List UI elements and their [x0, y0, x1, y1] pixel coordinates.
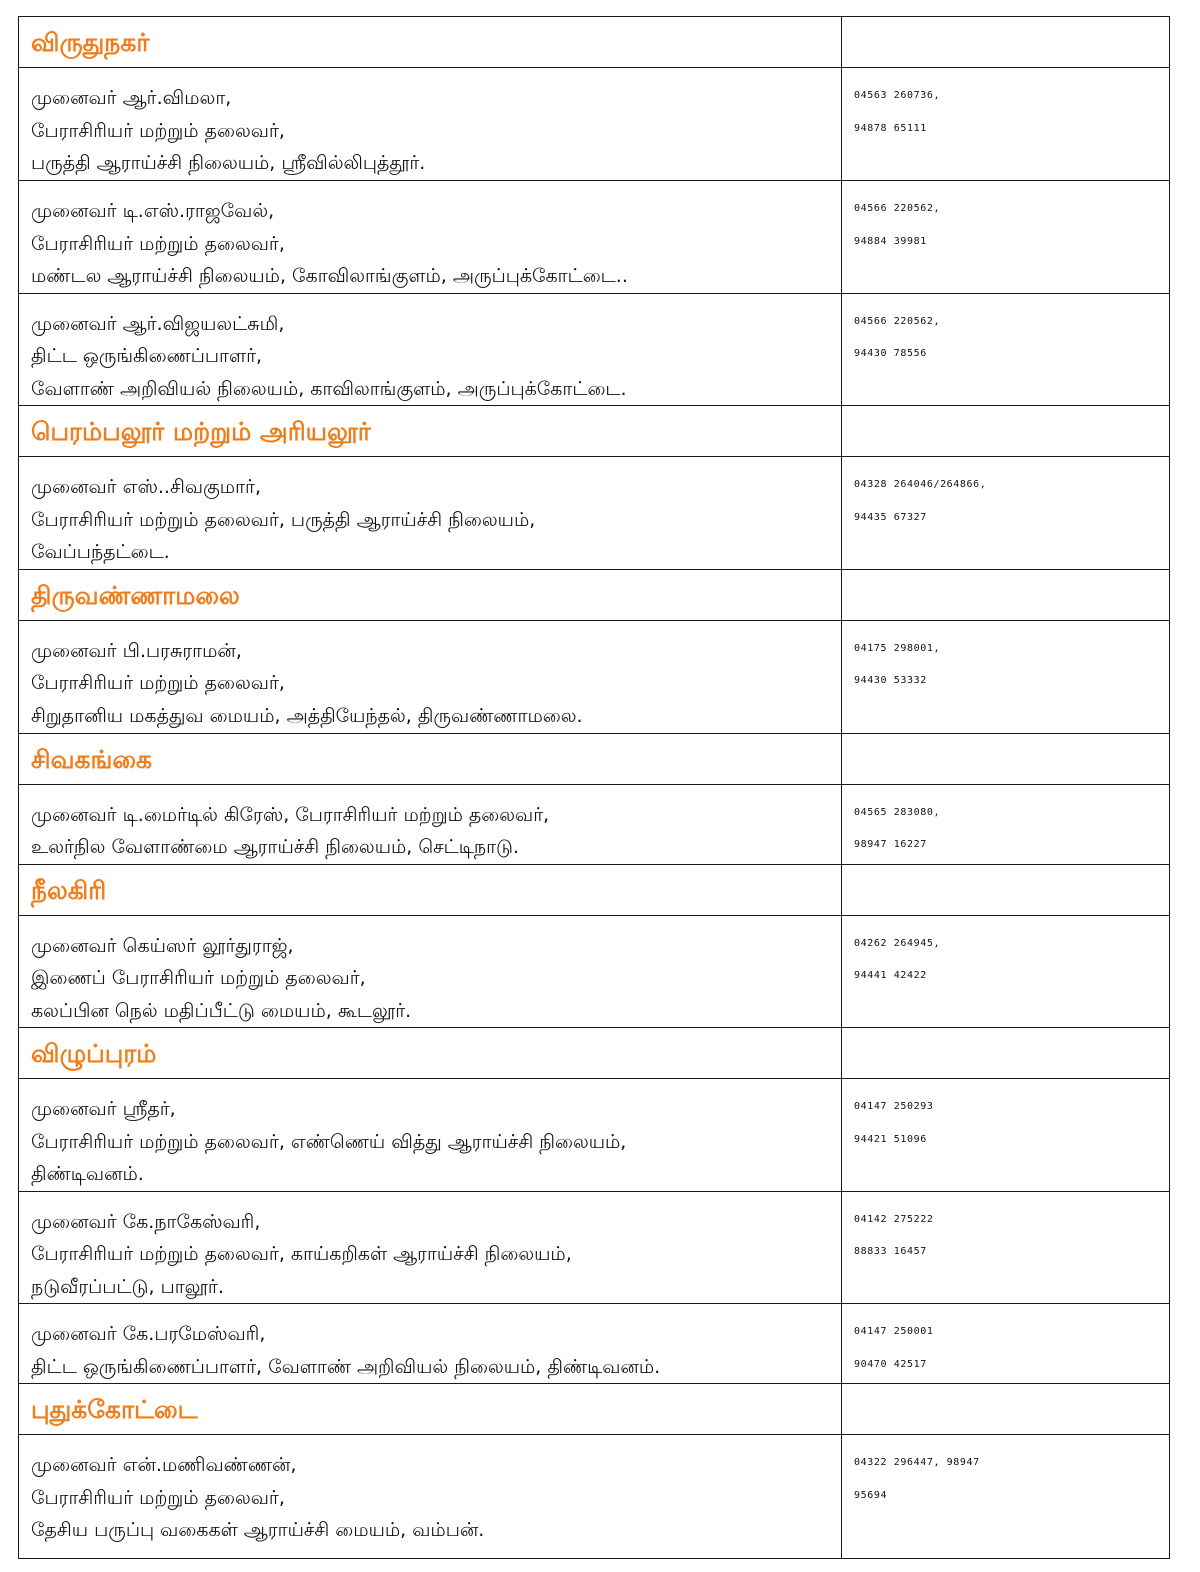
- phone-numbers: [842, 181, 1169, 258]
- section-heading-empty-cell: [842, 733, 1170, 784]
- phone-cell: [842, 293, 1170, 406]
- contact-row: [19, 457, 1170, 570]
- section-heading-row: [19, 17, 1170, 68]
- phone-cell: [842, 181, 1170, 294]
- section-heading-row: [19, 1384, 1170, 1435]
- phone-number: 94878 65111: [854, 122, 927, 134]
- contact-details-cell: [19, 1191, 842, 1304]
- section-heading-cell: [19, 1028, 842, 1079]
- contact-details-cell: [19, 1435, 842, 1559]
- contact-detail-line: பேராசிரியர் மற்றும் தலைவர்,: [31, 1486, 285, 1509]
- phone-number: 04142 275222: [854, 1213, 934, 1225]
- section-heading-cell: [19, 1384, 842, 1435]
- phone-cell: [842, 915, 1170, 1028]
- section-heading: நீலகிரி: [31, 875, 107, 905]
- contact-detail-line: கலப்பின நெல் மதிப்பீட்டு மையம், கூடலூர்.: [31, 999, 412, 1022]
- phone-number: 04147 250001: [854, 1326, 934, 1337]
- contact-row: [19, 620, 1170, 733]
- contact-details-cell: [19, 784, 842, 864]
- contact-row: [19, 784, 1170, 864]
- phone-number: 04563 260736,: [854, 90, 941, 101]
- phone-number: 94435 67327: [854, 511, 927, 523]
- contact-row: [19, 68, 1170, 181]
- contact-row: [19, 915, 1170, 1028]
- section-heading-empty-cell: [842, 406, 1170, 457]
- contact-details: [19, 1079, 841, 1191]
- contact-detail-line: தேசிய பருப்பு வகைகள் ஆராய்ச்சி மையம், வம்பன்.: [31, 1519, 485, 1541]
- section-heading: விருதுநகர்: [31, 28, 150, 57]
- contact-details: [19, 916, 841, 1028]
- contact-details-cell: [19, 181, 842, 294]
- section-heading-cell: [19, 569, 842, 620]
- phone-cell: [842, 1304, 1170, 1384]
- section-heading-cell: [19, 864, 842, 915]
- contact-detail-line: முனைவர் டி.மைர்டில் கிரேஸ், பேராசிரியர் மற்றும் தலைவர்,: [31, 803, 550, 826]
- phone-numbers: [842, 1079, 1169, 1156]
- phone-numbers: [842, 621, 1169, 698]
- contact-detail-line: திண்டிவனம்.: [31, 1163, 144, 1185]
- phone-number: 94421 51096: [854, 1133, 927, 1145]
- contact-detail-line: முனைவர் ஆர்.விஜயலட்சுமி,: [31, 312, 285, 335]
- contact-details: [19, 621, 841, 733]
- phone-number: 94430 53332: [854, 675, 927, 686]
- section-heading-cell: [19, 17, 842, 68]
- contact-details: [19, 785, 841, 864]
- phone-numbers: [842, 1192, 1169, 1269]
- section-heading-cell: [19, 406, 842, 457]
- contact-row: [19, 1191, 1170, 1304]
- phone-numbers: [842, 785, 1169, 862]
- phone-cell: [842, 1079, 1170, 1192]
- section-heading-row: [19, 569, 1170, 620]
- phone-number: 04175 298001,: [854, 642, 941, 654]
- contact-detail-line: முனைவர் எஸ்..சிவகுமார்,: [31, 476, 261, 498]
- contacts-table: [18, 16, 1170, 1559]
- section-heading-row: [19, 1028, 1170, 1079]
- contact-detail-line: பேராசிரியர் மற்றும் தலைவர்,: [31, 232, 285, 255]
- contacts-table-body: [19, 17, 1170, 1559]
- contact-details: [19, 68, 841, 180]
- contact-detail-line: பருத்தி ஆராய்ச்சி நிலையம், ஸ்ரீவில்லிபுத்தூர்.: [31, 152, 426, 174]
- phone-number: 04322 296447, 98947: [854, 1457, 980, 1468]
- section-heading-empty-cell: [842, 864, 1170, 915]
- contact-detail-line: பேராசிரியர் மற்றும் தலைவர்,: [31, 672, 285, 694]
- contact-details: [19, 181, 841, 293]
- contact-details: [19, 1192, 841, 1304]
- contact-detail-line: இணைப் பேராசிரியர் மற்றும் தலைவர்,: [31, 967, 366, 989]
- contact-row: [19, 1304, 1170, 1384]
- section-heading: விழுப்புரம்: [31, 1039, 157, 1068]
- section-heading-empty-cell: [842, 1028, 1170, 1079]
- phone-numbers: [842, 916, 1169, 993]
- contact-detail-line: பேராசிரியர் மற்றும் தலைவர், எண்ணெய் வித்து ஆராய்ச்சி நிலையம்,: [31, 1130, 627, 1153]
- contact-detail-line: சிறுதானிய மகத்துவ மையம், அத்தியேந்தல், திருவண்ணாமலை.: [31, 704, 583, 727]
- phone-cell: [842, 620, 1170, 733]
- section-heading-empty-cell: [842, 17, 1170, 68]
- phone-number: 04566 220562,: [854, 203, 941, 214]
- contact-detail-line: வேளாண் அறிவியல் நிலையம், காவிலாங்குளம், அருப்புக்கோட்டை.: [31, 377, 627, 400]
- section-heading: பெரம்பலூர் மற்றும் அரியலூர்: [31, 417, 371, 446]
- section-heading-row: [19, 864, 1170, 915]
- phone-number: 94441 42422: [854, 970, 927, 981]
- contact-detail-line: முனைவர் என்.மணிவண்ணன்,: [31, 1454, 297, 1476]
- contact-detail-line: முனைவர் கே.நாகேஸ்வரி,: [31, 1210, 261, 1233]
- contact-detail-line: முனைவர் பி.பரசுராமன்,: [31, 639, 242, 662]
- contact-detail-line: நடுவீரப்பட்டு, பாலூர்.: [31, 1275, 224, 1298]
- phone-number: 94884 39981: [854, 235, 927, 247]
- contact-detail-line: முனைவர் ஆர்.விமலா,: [31, 87, 232, 109]
- phone-numbers: [842, 294, 1169, 371]
- section-heading-cell: [19, 733, 842, 784]
- phone-number: 88833 16457: [854, 1246, 927, 1257]
- contact-detail-line: முனைவர் ஸ்ரீதர்,: [31, 1098, 176, 1120]
- phone-number: 04566 220562,: [854, 315, 941, 327]
- phone-cell: [842, 1435, 1170, 1559]
- phone-number: 90470 42517: [854, 1358, 927, 1370]
- contact-details-cell: [19, 68, 842, 181]
- section-heading-empty-cell: [842, 1384, 1170, 1435]
- phone-cell: [842, 784, 1170, 864]
- contact-details-cell: [19, 293, 842, 406]
- phone-number: 94430 78556: [854, 348, 927, 359]
- contact-detail-line: முனைவர் கெய்ஸர் லூர்துராஜ்,: [31, 934, 294, 957]
- contact-row: [19, 1435, 1170, 1559]
- contact-detail-line: முனைவர் டி.எஸ்.ராஜவேல்,: [31, 200, 275, 222]
- phone-numbers: [842, 1435, 1169, 1512]
- contact-details: [19, 294, 841, 406]
- phone-cell: [842, 1191, 1170, 1304]
- contact-details-cell: [19, 457, 842, 570]
- phone-numbers: [842, 68, 1169, 145]
- contact-row: [19, 1079, 1170, 1192]
- contact-details-cell: [19, 1079, 842, 1192]
- contact-detail-line: பேராசிரியர் மற்றும் தலைவர், காய்கறிகள் ஆராய்ச்சி நிலையம்,: [31, 1243, 572, 1265]
- contact-detail-line: பேராசிரியர் மற்றும் தலைவர், பருத்தி ஆராய்ச்சி நிலையம்,: [31, 508, 536, 531]
- contact-detail-line: திட்ட ஒருங்கிணைப்பாளர், வேளாண் அறிவியல் நிலையம், திண்டிவனம்.: [31, 1355, 661, 1378]
- phone-number: 95694: [854, 1489, 888, 1501]
- section-heading: சிவகங்கை: [31, 744, 153, 774]
- contact-details: [19, 457, 841, 569]
- section-heading-row: [19, 406, 1170, 457]
- phone-cell: [842, 457, 1170, 570]
- contact-details-cell: [19, 1304, 842, 1384]
- contact-detail-line: உலர்நில வேளாண்மை ஆராய்ச்சி நிலையம், செட்டிநாடு.: [31, 836, 520, 858]
- phone-number: 04565 283080,: [854, 806, 941, 818]
- phone-number: 04328 264046/264866,: [854, 479, 987, 490]
- phone-number: 04147 250293: [854, 1101, 934, 1112]
- contact-details: [19, 1435, 841, 1547]
- contact-detail-line: திட்ட ஒருங்கிணைப்பாளர்,: [31, 345, 263, 367]
- contact-details: [19, 1304, 841, 1383]
- contact-details-cell: [19, 915, 842, 1028]
- phone-numbers: [842, 457, 1169, 534]
- contact-detail-line: முனைவர் கே.பரமேஸ்வரி,: [31, 1323, 266, 1345]
- phone-numbers: [842, 1304, 1169, 1381]
- phone-number: 04262 264945,: [854, 937, 941, 949]
- contact-detail-line: மண்டல ஆராய்ச்சி நிலையம், கோவிலாங்குளம், அருப்புக்கோட்டை..: [31, 265, 628, 287]
- contact-detail-line: பேராசிரியர் மற்றும் தலைவர்,: [31, 119, 285, 142]
- contact-row: [19, 181, 1170, 294]
- contact-detail-line: வேப்பந்தட்டை.: [31, 541, 170, 563]
- section-heading-row: [19, 733, 1170, 784]
- section-heading: புதுக்கோட்டை: [31, 1395, 198, 1424]
- contact-details-cell: [19, 620, 842, 733]
- phone-cell: [842, 68, 1170, 181]
- phone-number: 98947 16227: [854, 839, 927, 850]
- section-heading: திருவண்ணாமலை: [31, 580, 240, 610]
- contact-row: [19, 293, 1170, 406]
- section-heading-empty-cell: [842, 569, 1170, 620]
